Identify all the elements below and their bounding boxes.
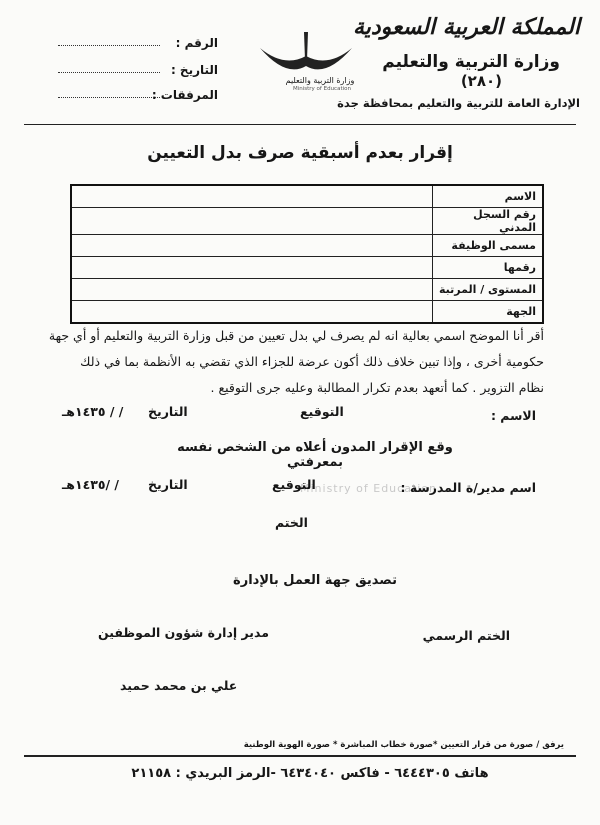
- table-label-cell: رقمها: [432, 257, 543, 279]
- declaration-line-2: حكومية أخرى ، وإذا تبين خلاف ذلك أكون عرضة للجزاء الذي تقضي به الأنظمة بما في ذلك: [80, 354, 544, 369]
- table-label-cell: رقم السجل المدني: [432, 208, 543, 235]
- employer-certification-heading: تصديق جهة العمل بالإدارة: [233, 573, 397, 588]
- employee-info-table: [70, 184, 544, 324]
- attachments-label: المرفقات :: [151, 88, 218, 102]
- logo-english-text: Ministry of Education: [292, 86, 351, 92]
- certification-statement: وقع الإقرار المدون أعلاه من الشخص نفسه بمعرفتي: [177, 440, 453, 470]
- declarant-date-value: / / ١٤٣٥هـ: [62, 404, 124, 419]
- table-value-cell: [71, 301, 432, 324]
- declarant-date-label: التاريخ: [148, 404, 188, 419]
- table-row: [71, 279, 543, 301]
- table-row: [71, 301, 543, 324]
- table-label-cell: الاسم: [432, 185, 543, 208]
- declarant-signature-label: التوقيع: [300, 404, 344, 419]
- date-dotted-line: [58, 72, 160, 73]
- directorate-code: (٢٨٠): [460, 72, 502, 90]
- principal-signature-label: التوقيع: [272, 477, 316, 492]
- logo-arabic-text: وزارة التربية والتعليم: [285, 76, 355, 85]
- hr-director-title: مدير إدارة شؤون الموظفين: [98, 625, 269, 640]
- header-divider: [24, 124, 576, 125]
- official-stamp-label: الختم الرسمي: [422, 628, 510, 643]
- table-row: [71, 185, 543, 208]
- declaration-line-3: نظام التزوير . كما أتعهد بعدم تكرار المطالبة وعليه جرى التوقيع .: [210, 380, 544, 395]
- table-row: [71, 208, 543, 235]
- date-label: التاريخ :: [170, 63, 218, 77]
- director-name: علي بن محمد حميد: [120, 678, 238, 693]
- table-value-cell: [71, 208, 432, 235]
- school-stamp-label: الختم: [275, 515, 308, 530]
- directorate-name: الإدارة العامة للتربية والتعليم بمحافظة جدة: [337, 96, 580, 110]
- table-label-cell: المستوى / المرتبة: [432, 279, 543, 301]
- table-value-cell: [71, 279, 432, 301]
- contact-footer: هاتف ٦٤٤٤٣٠٥ - فاكس ٦٤٣٤٠٤٠ -الرمز البريدي : ٢١١٥٨: [131, 766, 489, 781]
- footer-divider: [24, 755, 576, 757]
- attachments-note: يرفق / صورة من قرار التعيين *صورة خطاب المباشرة * صورة الهوية الوطنية: [243, 740, 564, 750]
- reference-label: الرقم :: [175, 36, 218, 50]
- ministry-name: وزارة التربية والتعليم: [382, 52, 560, 72]
- principal-date-label: التاريخ: [148, 477, 188, 492]
- table-row: [71, 257, 543, 279]
- principal-date-value: / /١٤٣٥هـ: [62, 477, 119, 492]
- principal-name-label: اسم مدير/ة المدرسة :: [400, 480, 536, 495]
- table-value-cell: [71, 185, 432, 208]
- reference-field: [58, 36, 218, 52]
- table-row: [71, 235, 543, 257]
- table-label-cell: مسمى الوظيفة: [432, 235, 543, 257]
- document-title: إقرار بعدم أسبقية صرف بدل التعيين: [147, 143, 453, 163]
- table-label-cell: الجهة: [432, 301, 543, 324]
- attachments-dotted-line: [58, 97, 160, 98]
- watermark-text: Ministry of Education: [300, 482, 438, 495]
- reference-dotted-line: [58, 45, 160, 46]
- declaration-line-1: أقر أنا الموضح اسمي بعالية انه لم يصرف لي بدل تعيين من قبل وزارة التربية والتعليم أو أي جهة: [48, 328, 544, 343]
- kingdom-name: المملكة العربية السعودية: [352, 14, 580, 40]
- attachments-field: [58, 88, 218, 104]
- table-value-cell: [71, 235, 432, 257]
- table-value-cell: [71, 257, 432, 279]
- declarant-name-label: الاسم :: [490, 408, 536, 423]
- date-field: [58, 63, 218, 79]
